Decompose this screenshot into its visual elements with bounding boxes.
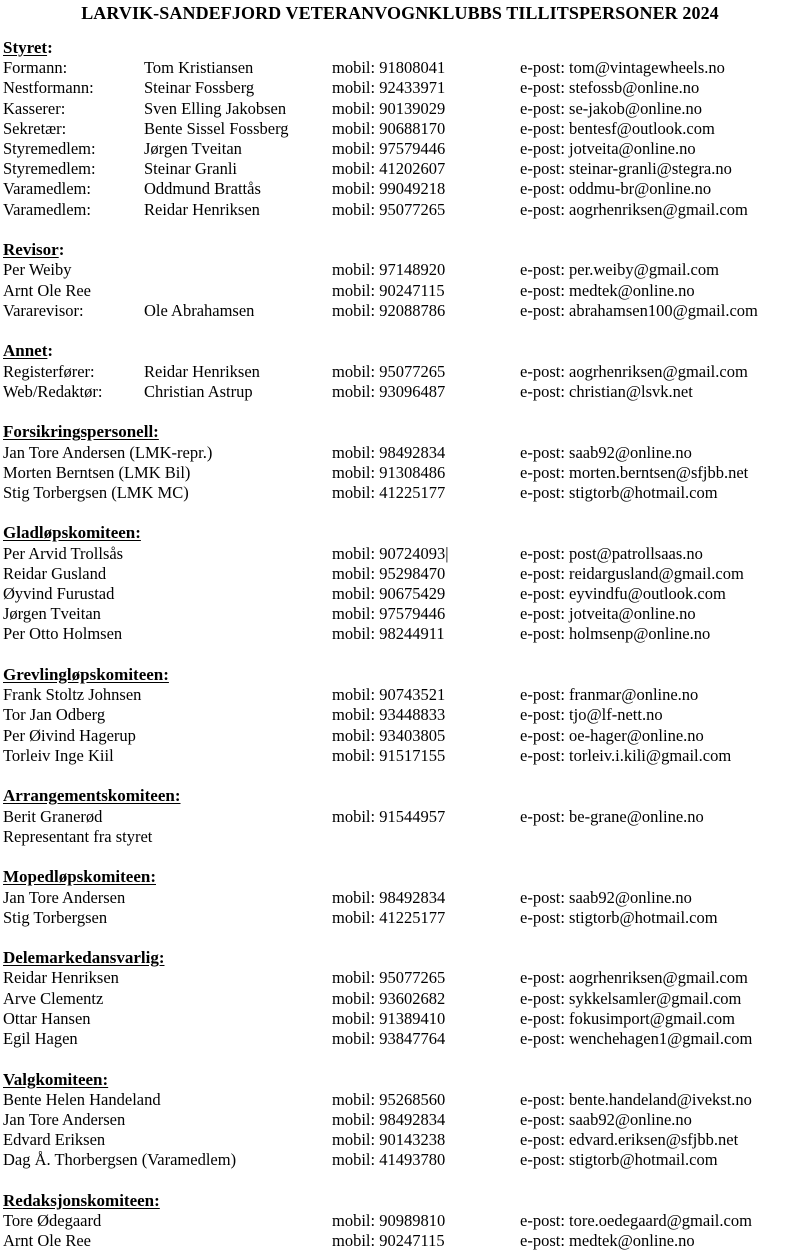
section-heading-colon: : (58, 240, 65, 260)
contact-email: e-post: jotveita@online.no (520, 139, 696, 159)
contact-mobile: mobil: 90675429 (332, 584, 446, 604)
contact-email: e-post: sykkelsamler@gmail.com (520, 988, 742, 1008)
section-heading-colon: : (47, 38, 53, 57)
contact-mobile: mobil: 93847764 (332, 1029, 446, 1049)
contact-mobile: mobil: 93096487 (332, 381, 446, 401)
contact-role: Web/Redaktør: (3, 381, 103, 401)
contact-mobile: mobil: 90247115 (332, 1231, 445, 1251)
contact-mobile: mobil: 90688170 (332, 118, 446, 138)
contact-role: Formann: (3, 58, 68, 78)
contact-mobile: mobil: 41202607 (332, 159, 446, 179)
section-heading-text: Annet (3, 341, 48, 361)
contact-mobile: mobil: 90743521 (332, 685, 446, 705)
contact-mobile: mobil: 93403805 (332, 725, 446, 745)
contact-mobile: mobil: 92088786 (332, 300, 446, 320)
contact-name: Jørgen Tveitan (3, 604, 101, 624)
contact-name: Per Weiby (3, 260, 72, 280)
contact-role: Vararevisor: (3, 300, 84, 320)
contact-mobile: mobil: 90989810 (332, 1211, 446, 1231)
contact-row (3, 463, 798, 483)
contact-row (3, 200, 798, 220)
contact-row (3, 139, 798, 159)
contact-name: Sven Elling Jakobsen (144, 98, 287, 118)
contact-email: e-post: saab92@online.no (520, 887, 692, 907)
section (3, 523, 798, 644)
contact-email: e-post: se-jakob@online.no (520, 98, 702, 118)
contact-email: e-post: fokusimport@gmail.com (520, 1008, 735, 1028)
section-heading (3, 1191, 798, 1211)
contact-email: e-post: franmar@online.no (520, 685, 699, 705)
contact-role: Styremedlem: (3, 139, 96, 159)
section-heading (3, 341, 798, 361)
section-heading (3, 38, 798, 58)
contact-name: Ottar Hansen (3, 1008, 91, 1028)
contact-row (3, 443, 798, 463)
contact-mobile: mobil: 95268560 (332, 1089, 446, 1109)
contact-row (3, 746, 798, 766)
contact-mobile: mobil: 91544957 (332, 806, 446, 826)
contact-email: e-post: per.weiby@gmail.com (520, 260, 719, 280)
contact-email: e-post: stigtorb@hotmail.com (520, 1150, 718, 1170)
section-heading-text: Arrangementskomiteen: (3, 786, 181, 806)
contact-mobile: mobil: 90724093| (332, 543, 449, 563)
section (3, 38, 798, 220)
contact-role: Registerfører: (3, 361, 95, 381)
contact-email: e-post: bente.handeland@ivekst.no (520, 1089, 752, 1109)
contact-row (3, 1090, 798, 1110)
contact-name: Arnt Ole Ree (3, 280, 91, 300)
contact-row (3, 584, 798, 604)
contact-name: Tor Jan Odberg (3, 705, 106, 725)
section-heading-text: Grevlingløpskomiteen: (3, 664, 169, 684)
contact-mobile: mobil: 98244911 (332, 624, 445, 644)
contact-name: Arve Clementz (3, 988, 104, 1008)
contact-row (3, 1211, 798, 1231)
contact-row (3, 544, 798, 564)
contact-row (3, 989, 798, 1009)
contact-row (3, 685, 798, 705)
contact-name: Jan Tore Andersen (3, 1110, 126, 1130)
contact-role: Nestformann: (3, 78, 94, 98)
contact-row (3, 968, 798, 988)
contact-email: e-post: wenchehagen1@gmail.com (520, 1029, 753, 1049)
contact-email: e-post: aogrhenriksen@gmail.com (520, 968, 748, 988)
contact-name: Stig Torbergsen (3, 907, 108, 927)
section-heading-text: Styret (3, 38, 48, 57)
section (3, 665, 798, 766)
contact-name: Bente Helen Handeland (3, 1089, 161, 1109)
contact-row (3, 159, 798, 179)
contact-mobile: mobil: 98492834 (332, 1110, 446, 1130)
contact-name: Ole Abrahamsen (144, 300, 255, 320)
contact-role: Sekretær: (3, 118, 67, 138)
contact-name: Christian Astrup (144, 381, 253, 401)
contact-name: Tore Ødegaard (3, 1211, 102, 1231)
contact-row (3, 382, 798, 402)
contact-mobile: mobil: 95077265 (332, 968, 446, 988)
contact-mobile: mobil: 91517155 (332, 745, 446, 765)
contact-email: e-post: stigtorb@hotmail.com (520, 482, 718, 502)
contact-name: Morten Berntsen (LMK Bil) (3, 462, 191, 482)
contact-email: e-post: be-grane@online.no (520, 806, 704, 826)
section-heading-text: Redaksjonskomiteen: (3, 1190, 160, 1210)
contact-mobile: mobil: 99049218 (332, 179, 446, 199)
section-heading (3, 523, 798, 543)
contact-row (3, 908, 798, 928)
contact-email: e-post: reidargusland@gmail.com (520, 563, 744, 583)
section-heading-text: Revisor (3, 240, 59, 260)
contact-email: e-post: edvard.eriksen@sfjbb.net (520, 1130, 739, 1150)
contact-row (3, 705, 798, 725)
contact-email: e-post: christian@lsvk.net (520, 381, 693, 401)
section-heading (3, 867, 798, 887)
contact-name: Oddmund Brattås (144, 179, 261, 199)
contact-name: Edvard Eriksen (3, 1130, 106, 1150)
contact-row (3, 604, 798, 624)
contact-row (3, 1231, 798, 1251)
contact-name: Steinar Fossberg (144, 78, 255, 98)
contact-mobile: mobil: 98492834 (332, 442, 446, 462)
contact-row (3, 1009, 798, 1029)
contact-email: e-post: stefossb@online.no (520, 78, 700, 98)
contact-name: Steinar Granli (144, 159, 238, 179)
contact-mobile: mobil: 93602682 (332, 988, 446, 1008)
page-title: LARVIK-SANDEFJORD VETERANVOGNKLUBBS TILLITSPERSONER 2024 (81, 3, 719, 23)
contact-email: e-post: medtek@online.no (520, 280, 695, 300)
section-heading (3, 665, 798, 685)
contact-mobile: mobil: 41225177 (332, 482, 446, 502)
contact-email: e-post: tore.oedegaard@gmail.com (520, 1211, 752, 1231)
contact-name: Reidar Henriksen (3, 968, 119, 988)
section-heading-colon: : (47, 341, 54, 361)
contact-row (3, 1029, 798, 1049)
contact-mobile: mobil: 90139029 (332, 98, 446, 118)
contact-name: Arnt Ole Ree (3, 1231, 91, 1251)
contact-row (3, 1110, 798, 1130)
contact-email: e-post: abrahamsen100@gmail.com (520, 300, 758, 320)
section-heading-text: Forsikringspersonell: (3, 422, 159, 442)
contact-row (3, 483, 798, 503)
contact-name: Reidar Gusland (3, 563, 107, 583)
contact-mobile: mobil: 98492834 (332, 887, 446, 907)
section (3, 1070, 798, 1171)
contact-name: Reidar Henriksen (144, 361, 260, 381)
contact-mobile: mobil: 41493780 (332, 1150, 446, 1170)
contact-row (3, 119, 798, 139)
contact-email: e-post: saab92@online.no (520, 1110, 692, 1130)
contact-mobile: mobil: 92433971 (332, 78, 446, 98)
contact-list (3, 38, 798, 1252)
contact-row (3, 564, 798, 584)
contact-email: e-post: post@patrollsaas.no (520, 543, 703, 563)
contact-name: Per Øivind Hagerup (3, 725, 136, 745)
contact-row (3, 281, 798, 301)
contact-row (3, 888, 798, 908)
contact-mobile: mobil: 95298470 (332, 563, 446, 583)
contact-mobile: mobil: 90143238 (332, 1130, 446, 1150)
contact-email: e-post: saab92@online.no (520, 442, 692, 462)
contact-mobile: mobil: 95077265 (332, 361, 446, 381)
contact-row (3, 99, 798, 119)
section (3, 341, 798, 402)
section (3, 1191, 798, 1252)
contact-email: e-post: bentesf@outlook.com (520, 118, 715, 138)
contact-name: Per Arvid Trollsås (3, 543, 124, 563)
contact-email: e-post: morten.berntsen@sfjbb.net (520, 462, 749, 482)
contact-name: Per Otto Holmsen (3, 624, 123, 644)
contact-email: e-post: holmsenp@online.no (520, 624, 711, 644)
contact-name: Bente Sissel Fossberg (144, 118, 289, 138)
section-heading (3, 240, 798, 260)
contact-email: e-post: aogrhenriksen@gmail.com (520, 361, 748, 381)
contact-row (3, 260, 798, 280)
contact-mobile: mobil: 97579446 (332, 604, 446, 624)
section (3, 422, 798, 503)
section-heading-text: Gladløpskomiteen: (3, 523, 141, 543)
section (3, 786, 798, 847)
contact-mobile: mobil: 97148920 (332, 260, 446, 280)
contact-mobile: mobil: 91308486 (332, 462, 446, 482)
contact-name: Torleiv Inge Kiil (3, 745, 114, 765)
section-heading (3, 786, 798, 806)
contact-row (3, 1150, 798, 1170)
contact-row (3, 624, 798, 644)
contact-name: Egil Hagen (3, 1029, 78, 1049)
contact-email: e-post: medtek@online.no (520, 1231, 695, 1251)
contact-row (3, 827, 798, 847)
contact-row (3, 362, 798, 382)
section-heading (3, 1070, 798, 1090)
contact-row (3, 301, 798, 321)
section (3, 867, 798, 928)
contact-role: Varamedlem: (3, 179, 91, 199)
contact-name: Jørgen Tveitan (144, 139, 242, 159)
contact-name: Berit Granerød (3, 806, 103, 826)
contact-email: e-post: steinar-granli@stegra.no (520, 159, 732, 179)
contact-role: Styremedlem: (3, 159, 96, 179)
contact-row (3, 1130, 798, 1150)
contact-mobile: mobil: 41225177 (332, 907, 446, 927)
section-heading-text: Valgkomiteen: (3, 1069, 109, 1089)
contact-mobile: mobil: 95077265 (332, 199, 446, 219)
contact-row (3, 179, 798, 199)
section (3, 948, 798, 1049)
section-heading-text: Mopedløpskomiteen: (3, 867, 156, 887)
contact-mobile: mobil: 91389410 (332, 1008, 446, 1028)
contact-name: Øyvind Furustad (3, 584, 115, 604)
contact-email: e-post: aogrhenriksen@gmail.com (520, 199, 748, 219)
contact-mobile: mobil: 90247115 (332, 280, 445, 300)
contact-role: Varamedlem: (3, 199, 91, 219)
contact-email: e-post: jotveita@online.no (520, 604, 696, 624)
contact-name: Representant fra styret (3, 826, 153, 846)
contact-row (3, 58, 798, 78)
contact-row (3, 726, 798, 746)
section (3, 240, 798, 321)
section-heading (3, 422, 798, 442)
contact-email: e-post: eyvindfu@outlook.com (520, 584, 726, 604)
contact-row (3, 78, 798, 98)
contact-email: e-post: tjo@lf-nett.no (520, 705, 663, 725)
contact-email: e-post: oddmu-br@online.no (520, 179, 712, 199)
contact-name: Tom Kristiansen (144, 58, 254, 78)
contact-mobile: mobil: 97579446 (332, 139, 446, 159)
contact-name: Dag Å. Thorbergsen (Varamedlem) (3, 1150, 237, 1170)
contact-email: e-post: torleiv.i.kili@gmail.com (520, 745, 732, 765)
contact-email: e-post: stigtorb@hotmail.com (520, 907, 718, 927)
contact-name: Jan Tore Andersen (LMK-repr.) (3, 442, 213, 462)
contact-email: e-post: oe-hager@online.no (520, 725, 704, 745)
section-heading-text: Delemarkedansvarlig: (3, 948, 165, 968)
contact-mobile: mobil: 93448833 (332, 705, 446, 725)
contact-name: Reidar Henriksen (144, 199, 260, 219)
contact-name: Jan Tore Andersen (3, 887, 126, 907)
contact-name: Stig Torbergsen (LMK MC) (3, 482, 189, 502)
contact-name: Frank Stoltz Johnsen (3, 685, 142, 705)
contact-row (3, 807, 798, 827)
contact-email: e-post: tom@vintagewheels.no (520, 58, 725, 78)
contact-mobile: mobil: 91808041 (332, 58, 446, 78)
section-heading (3, 948, 798, 968)
contact-role: Kasserer: (3, 98, 66, 118)
